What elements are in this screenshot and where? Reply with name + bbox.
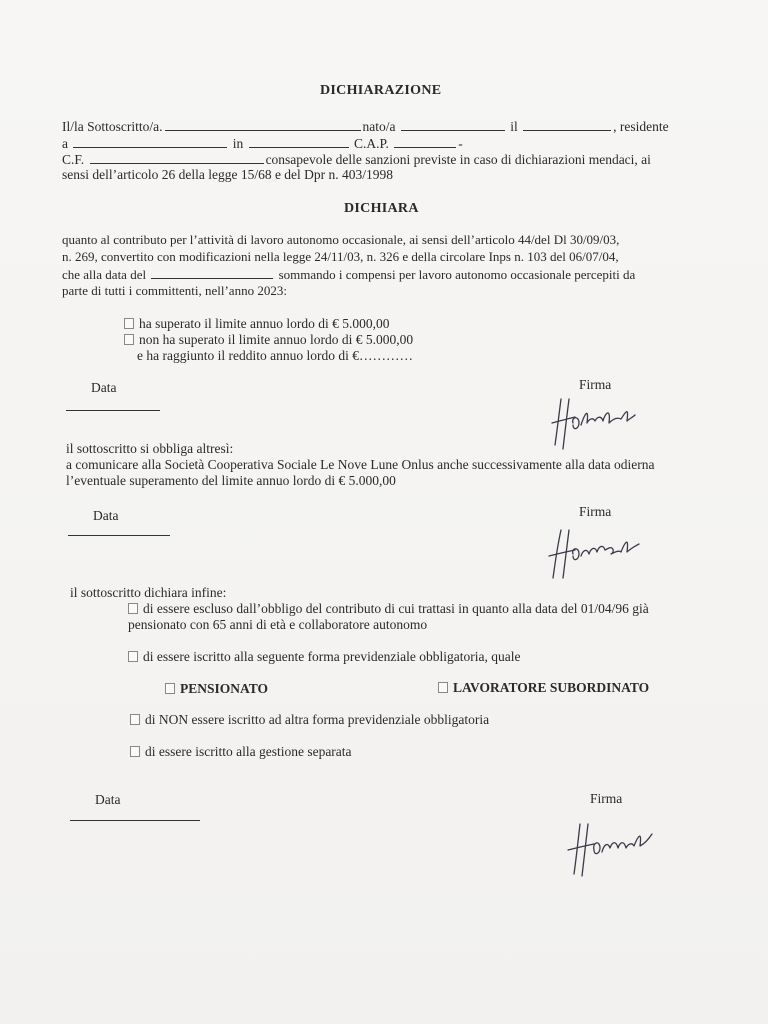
checkbox-pensionato[interactable] xyxy=(165,683,175,694)
firma-label-3: Firma xyxy=(590,791,623,806)
sommando-text: sommando i compensi per lavoro autonomo occasionale percepiti da xyxy=(278,267,636,282)
signature-2 xyxy=(543,522,643,582)
residente-label: , residente xyxy=(613,119,669,134)
cap-blank xyxy=(394,135,456,148)
cap-label: C.A.P. xyxy=(354,136,389,151)
cap-dash: - xyxy=(458,136,463,151)
infine-option-2-label: di essere iscritto alla seguente forma previdenziale obbligatoria, quale xyxy=(143,649,521,664)
checkbox-subordinato[interactable] xyxy=(438,682,448,693)
alla-data-label: che alla data del xyxy=(62,267,147,282)
birthdate-blank xyxy=(523,118,611,131)
data-line-1 xyxy=(66,410,160,411)
street-blank xyxy=(249,135,349,148)
il-label: il xyxy=(510,119,518,134)
header-line-3 xyxy=(62,151,651,168)
checkbox-escluso[interactable] xyxy=(128,603,138,614)
option-reddito: e ha raggiunto il reddito annuo lordo di €………… xyxy=(137,348,413,363)
infine-option-4 xyxy=(130,744,352,760)
residence-blank xyxy=(73,135,227,148)
header-line-4: sensi dell’articolo 26 della legge 15/68 e del Dpr n. 403/1998 xyxy=(62,167,394,182)
name-blank xyxy=(165,118,361,131)
option-superato xyxy=(124,316,389,332)
infine-intro: il sottoscritto dichiara infine: xyxy=(70,585,227,600)
infine-option-1-cont: pensionato con 65 anni di età e collaboratore autonomo xyxy=(128,617,428,632)
signature-1 xyxy=(545,393,640,453)
data-line-3 xyxy=(70,820,200,821)
checkbox-non-superato[interactable] xyxy=(124,334,134,345)
option-pensionato xyxy=(165,681,268,697)
paragraph-line-4: parte di tutti i committenti, nell’anno 2023: xyxy=(62,283,287,298)
cf-label: C.F. xyxy=(62,152,85,167)
consapevole-text: consapevole delle sanzioni previste in caso di dichiarazioni mendaci, ai xyxy=(265,152,651,167)
data-label-3: Data xyxy=(95,792,121,807)
firma-label-2: Firma xyxy=(579,504,612,519)
data-label-1: Data xyxy=(91,380,117,395)
infine-option-4-label: di essere iscritto alla gestione separata xyxy=(145,744,352,759)
header-line-1 xyxy=(62,118,669,135)
option-non-superato xyxy=(124,332,413,348)
checkbox-non-iscritto[interactable] xyxy=(130,714,140,725)
header-line-2 xyxy=(62,135,463,152)
dichiara-heading: DICHIARA xyxy=(344,201,419,216)
infine-option-1-label: di essere escluso dall’obbligo del contributo di cui trattasi in quanto alla data del 01/04/96 già xyxy=(143,601,649,616)
paragraph-line-3 xyxy=(62,266,635,283)
subordinato-label: LAVORATORE SUBORDINATO xyxy=(453,680,650,695)
signature-3 xyxy=(560,814,660,880)
infine-option-3 xyxy=(130,712,489,728)
birthplace-blank xyxy=(401,118,505,131)
data-label-2: Data xyxy=(93,508,119,523)
date-blank xyxy=(151,266,273,279)
data-line-2 xyxy=(68,535,170,536)
firma-label-1: Firma xyxy=(579,377,612,392)
document-title: DICHIARAZIONE xyxy=(320,83,442,98)
option-subordinato xyxy=(438,680,649,696)
infine-option-1 xyxy=(128,601,649,617)
a-label: a xyxy=(62,136,68,151)
obbligo-line-2: a comunicare alla Società Cooperativa Sociale Le Nove Lune Onlus anche successivamente alla data odierna xyxy=(66,457,655,472)
pensionato-label: PENSIONATO xyxy=(180,681,269,696)
option-superato-label: ha superato il limite annuo lordo di € 5.000,00 xyxy=(139,316,390,331)
obbligo-line-3: l’eventuale superamento del limite annuo lordo di € 5.000,00 xyxy=(66,473,396,488)
nato-label: nato/a xyxy=(362,119,396,134)
infine-option-3-label: di NON essere iscritto ad altra forma previdenziale obbligatoria xyxy=(145,712,490,727)
checkbox-superato[interactable] xyxy=(124,318,134,329)
paragraph-line-1: quanto al contributo per l’attività di lavoro autonomo occasionale, ai sensi dell’articolo 44/del Dl 30/09/03, xyxy=(62,232,620,247)
cf-blank xyxy=(90,151,264,164)
in-label: in xyxy=(232,136,244,151)
checkbox-iscritto[interactable] xyxy=(128,651,138,662)
obbligo-intro: il sottoscritto si obbliga altresì: xyxy=(66,441,234,456)
infine-option-2 xyxy=(128,649,520,665)
paragraph-line-2: n. 269, convertito con modificazioni nella legge 24/11/03, n. 326 e della circolare Inps n. 103 del 06/07/04, xyxy=(62,249,619,264)
checkbox-gestione-separata[interactable] xyxy=(130,746,140,757)
option-non-superato-label: non ha superato il limite annuo lordo di € 5.000,00 xyxy=(139,332,414,347)
sottoscritto-label: Il/la Sottoscritto/a. xyxy=(62,119,163,134)
